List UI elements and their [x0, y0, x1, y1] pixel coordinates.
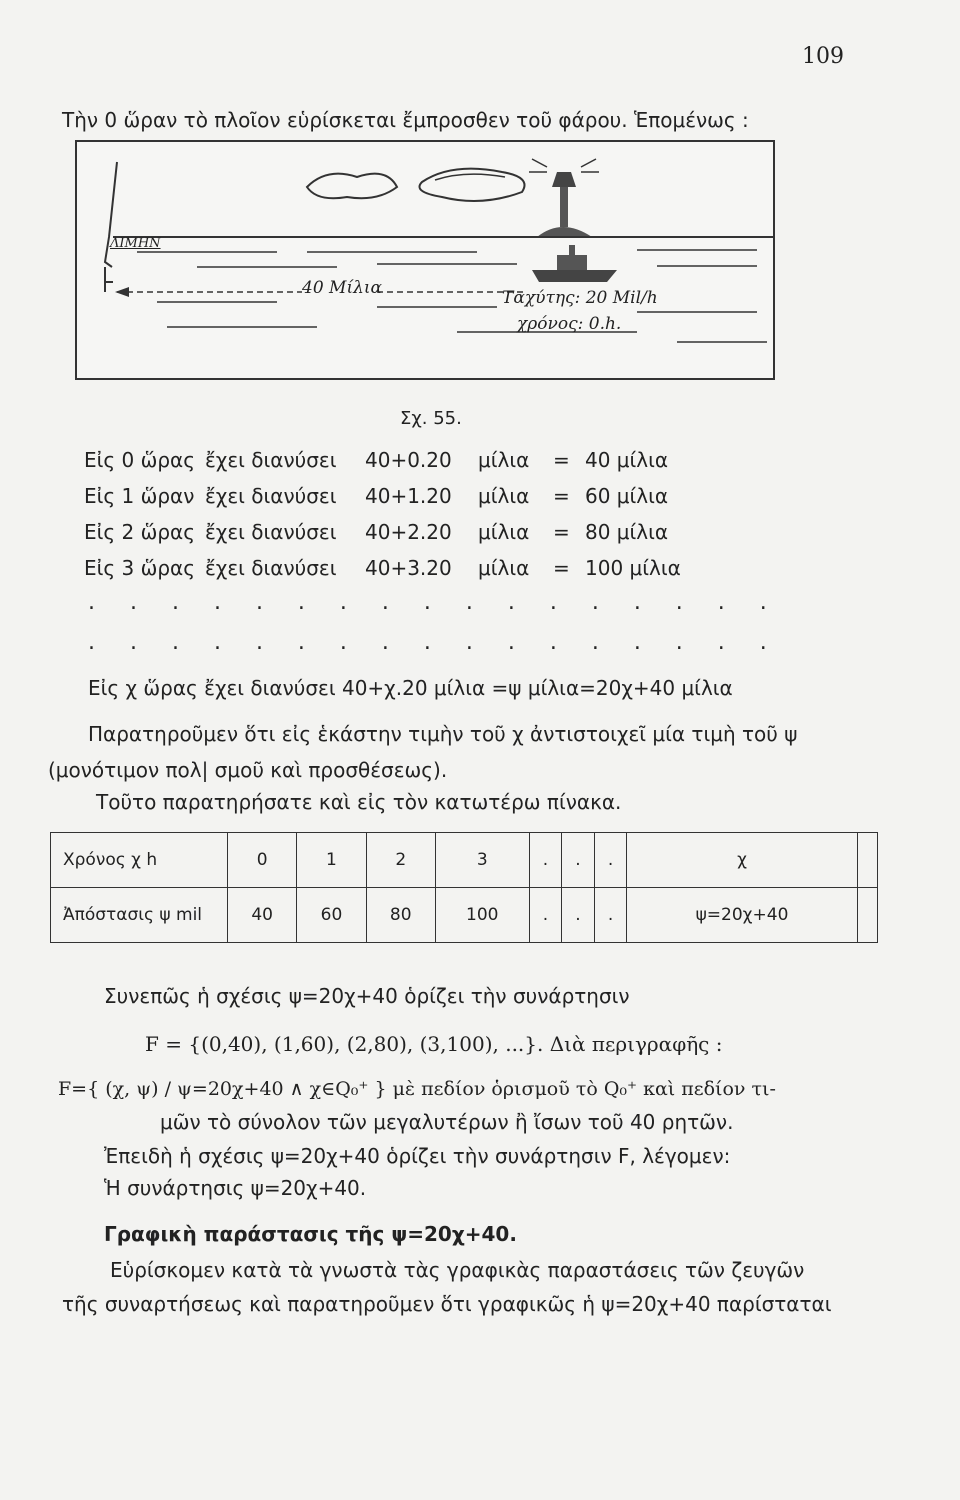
hour-verb: ἔχει διανύσει: [205, 484, 337, 508]
table-cell: [857, 833, 877, 888]
hour-label: Εἰς 3 ὥρας: [84, 556, 195, 580]
ship-funnel: [569, 245, 575, 255]
hour-expr: 40+2.20: [365, 520, 452, 544]
table-cell: χ: [627, 833, 857, 888]
lighthouse-rock: [537, 227, 592, 237]
table-cell: 3: [435, 833, 529, 888]
time-label: χρόνος: 0.h.: [517, 314, 622, 334]
cloud-detail: [435, 174, 505, 180]
observation-line: Τοῦτο παρατηρήσατε καὶ εἰς τὸν κατωτέρω πίνακα.: [96, 790, 622, 814]
table-row: [51, 833, 878, 888]
graph-text-line: τῆς συναρτήσεως καὶ παρατηροῦμεν ὅτι γραφικῶς ἡ ψ=20χ+40 παρίσταται: [62, 1292, 832, 1316]
set-listing: F = {(0,40), (1,60), (2,80), (3,100), ...}. Διὰ περιγραφῆς :: [145, 1032, 723, 1056]
lighthouse-lamp: [552, 172, 576, 187]
table-cell: 1: [297, 833, 366, 888]
set-builder-line: μῶν τὸ σύνολον τῶν μεγαλυτέρων ἢ ἴσων τοῦ 40 ρητῶν.: [160, 1110, 734, 1134]
table-cell: .: [562, 888, 595, 943]
values-table: [50, 832, 878, 943]
hour-result: 40 μίλια: [585, 448, 669, 472]
hour-unit: μίλια: [478, 520, 530, 544]
hour-eq: =: [553, 520, 570, 544]
hour-result: 80 μίλια: [585, 520, 669, 544]
intro-line: Τὴν 0 ὥραν τὸ πλοῖον εὑρίσκεται ἔμπροσθεν τοῦ φάρου. Ἑπομένως :: [62, 108, 749, 132]
ellipsis-row: . . . . . . . . . . . . . . . . .: [88, 630, 781, 655]
table-cell: .: [594, 833, 627, 888]
table-cell: 100: [435, 888, 529, 943]
table-cell: .: [594, 888, 627, 943]
speed-label: Ταχύτης: 20 Mil/h: [502, 288, 658, 308]
observation-line: (μονότιμον πολ| σμοῦ καὶ προσθέσεως).: [48, 758, 448, 782]
table-cell: .: [562, 833, 595, 888]
hour-row: [0, 448, 960, 478]
set-builder-line: F={ (χ, ψ) / ψ=20χ+40 ∧ χ∈Q₀⁺ } μὲ πεδίον ὁρισμοῦ τὸ Q₀⁺ καὶ πεδίον τι-: [58, 1078, 776, 1100]
figure-caption: Σχ. 55.: [400, 408, 462, 429]
table-cell: 80: [366, 888, 435, 943]
hour-eq: =: [553, 448, 570, 472]
ship-cabin: [557, 255, 587, 270]
table-cell: .: [529, 888, 562, 943]
table-row: [51, 888, 878, 943]
table-cell: 2: [366, 833, 435, 888]
table-cell: Ἀπόστασις ψ mil: [51, 888, 228, 943]
hour-expr: 40+0.20: [365, 448, 452, 472]
table-cell: 0: [228, 833, 297, 888]
table-cell: ψ=20χ+40: [627, 888, 857, 943]
figure-drawing: [77, 142, 773, 378]
harbor-pier: [105, 267, 113, 292]
hour-label: Εἰς 1 ὥραν: [84, 484, 195, 508]
hour-result: 60 μίλια: [585, 484, 669, 508]
table-cell: 40: [228, 888, 297, 943]
hour-verb: ἔχει διανύσει: [205, 556, 337, 580]
hour-label: Εἰς 2 ὥρας: [84, 520, 195, 544]
hour-verb: ἔχει διανύσει: [205, 520, 337, 544]
hour-eq: =: [553, 556, 570, 580]
wave-lines: [137, 250, 767, 342]
hour-row: [0, 520, 960, 550]
cloud-shape: [307, 174, 397, 199]
hour-unit: μίλια: [478, 556, 530, 580]
hour-expr: 40+3.20: [365, 556, 452, 580]
since-line: Ἐπειδὴ ἡ σχέσις ψ=20χ+40 ὁρίζει τὴν συνάρτησιν F, λέγομεν:: [104, 1144, 731, 1168]
ship-hull: [532, 270, 617, 282]
hour-row: [0, 484, 960, 514]
hour-unit: μίλια: [478, 484, 530, 508]
ellipsis-row: . . . . . . . . . . . . . . . . .: [88, 590, 781, 615]
arrow-head: [115, 287, 129, 297]
hour-result: 100 μίλια: [585, 556, 681, 580]
table-cell: 60: [297, 888, 366, 943]
ship-lighthouse-figure: [75, 140, 775, 380]
hour-row: [0, 556, 960, 586]
light-rays: [529, 159, 599, 172]
hour-label: Εἰς 0 ὥρας: [84, 448, 195, 472]
hour-eq: =: [553, 484, 570, 508]
table-cell: [857, 888, 877, 943]
page-number: 109: [802, 44, 844, 69]
graph-heading: Γραφικὴ παράστασις τῆς ψ=20χ+40.: [104, 1222, 517, 1246]
graph-text-line: Εὑρίσκομεν κατὰ τὰ γνωστὰ τὰς γραφικὰς παραστάσεις τῶν ζευγῶν: [110, 1258, 805, 1282]
distance-label: 40 Μίλια: [302, 278, 383, 298]
hour-unit: μίλια: [478, 448, 530, 472]
table-cell: Χρόνος χ h: [51, 833, 228, 888]
table-cell: .: [529, 833, 562, 888]
hour-expr: 40+1.20: [365, 484, 452, 508]
harbor-label: ΛΙΜΗΝ: [110, 236, 161, 251]
coast-line: [105, 162, 117, 267]
general-row: Εἰς χ ὥρας ἔχει διανύσει 40+χ.20 μίλια =ψ μίλια=20χ+40 μίλια: [88, 676, 733, 700]
relation-line: Συνεπῶς ἡ σχέσις ψ=20χ+40 ὁρίζει τὴν συνάρτησιν: [104, 984, 630, 1008]
lighthouse-tower: [560, 187, 568, 227]
observation-line: Παρατηροῦμεν ὅτι εἰς ἑκάστην τιμὴν τοῦ χ ἀντιστοιχεῖ μία τιμὴ τοῦ ψ: [88, 722, 798, 746]
function-line: Ἡ συνάρτησις ψ=20χ+40.: [104, 1176, 367, 1200]
hour-verb: ἔχει διανύσει: [205, 448, 337, 472]
